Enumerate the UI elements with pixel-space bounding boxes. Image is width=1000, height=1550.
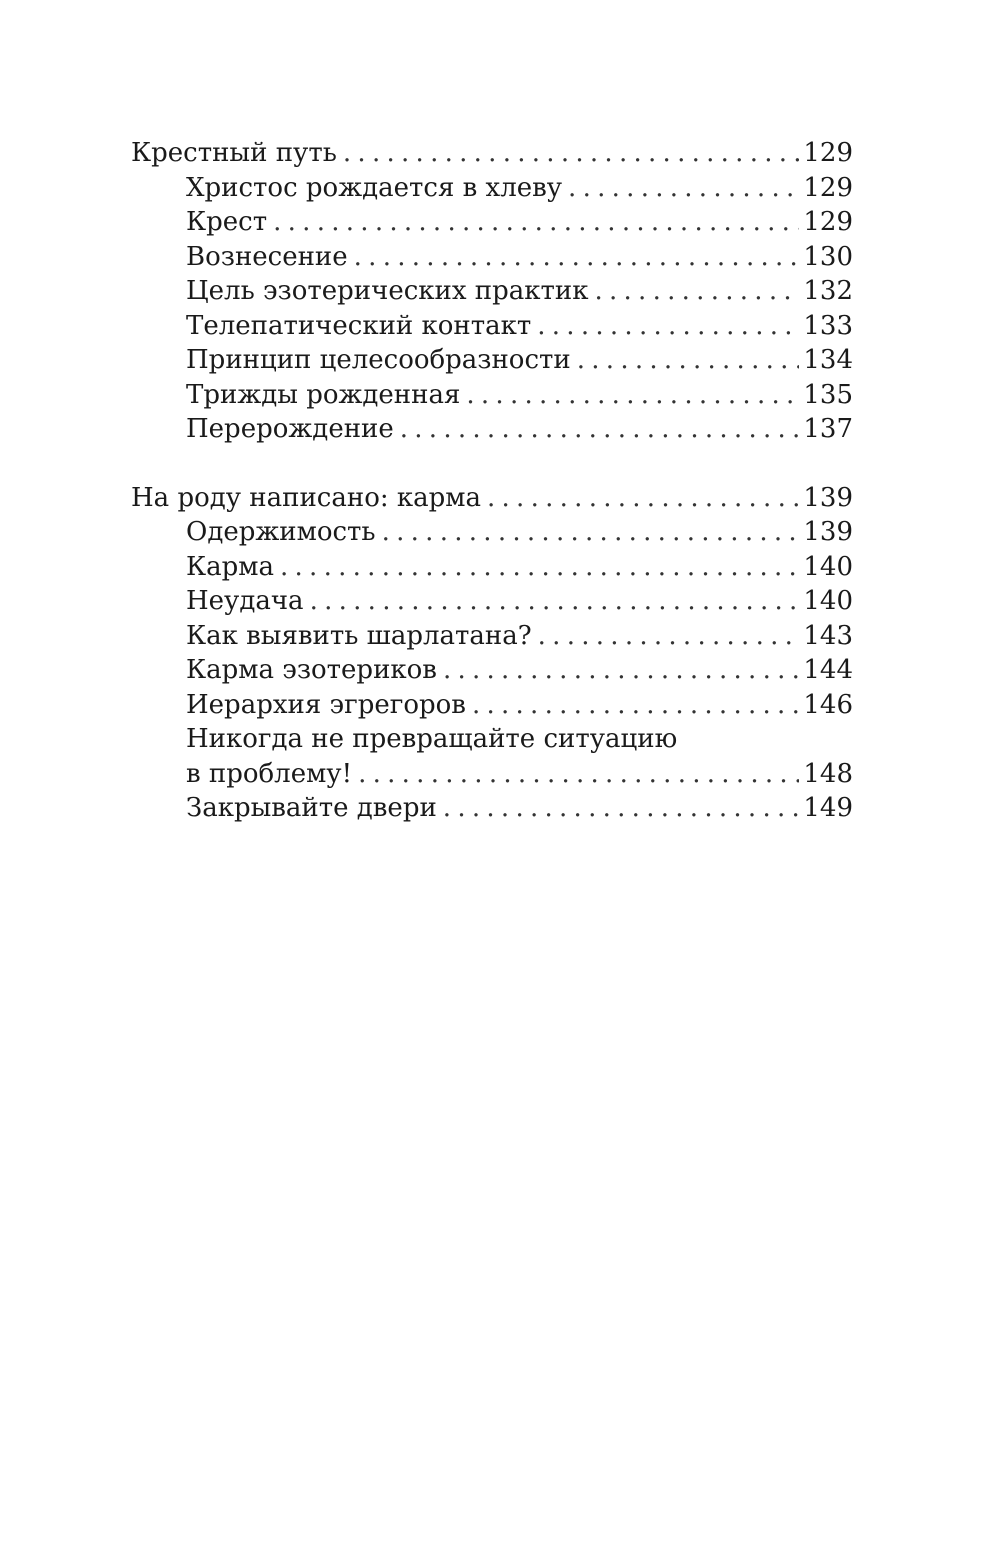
toc-entry-page: 143: [803, 620, 853, 651]
dot-leader: [273, 205, 799, 240]
toc-entry-page: 146: [803, 689, 853, 720]
toc-entry-title: Карма эзотериков: [186, 655, 437, 685]
toc-entry: [131, 412, 853, 447]
toc-entry-title: Крестный путь: [131, 138, 337, 168]
toc-entry-page: 139: [803, 482, 853, 513]
toc-entry-page: 139: [803, 517, 853, 547]
toc-entry-page: 144: [803, 655, 853, 685]
toc-section: [131, 136, 853, 447]
toc-entry: [131, 171, 853, 206]
dot-leader: [280, 550, 799, 585]
toc-entry-title: Крест: [186, 207, 268, 237]
toc-entry: [131, 688, 853, 723]
toc-entry-title: Вознесение: [186, 241, 348, 272]
toc-entry: [131, 584, 853, 619]
toc-entry: [131, 274, 853, 309]
toc-entry: [131, 791, 853, 826]
toc-entry-title: Неудача: [186, 586, 304, 616]
toc-entry-title: Принцип целесообразности: [186, 345, 571, 375]
dot-leader: [466, 378, 799, 413]
toc-section: [131, 481, 853, 826]
toc-entry-title: Одержимость: [186, 517, 376, 547]
dot-leader: [568, 171, 799, 206]
toc-entry: [131, 240, 853, 275]
toc-entry-title: Цель эзотерических практик: [186, 276, 589, 306]
toc-entry-title-line: [131, 722, 853, 757]
toc-entry-title: Трижды рожденная: [186, 379, 461, 410]
dot-leader: [577, 343, 800, 378]
toc-entry-title: Телепатический контакт: [186, 310, 532, 341]
toc-entry-title: На роду написано: карма: [131, 482, 481, 513]
dot-leader: [400, 412, 800, 447]
toc-entry: [131, 515, 853, 550]
toc-entry-page: 148: [803, 758, 853, 789]
toc-entry-page: 140: [803, 551, 853, 582]
toc-entry-title: Карма: [186, 551, 274, 582]
toc-entry-page: 149: [803, 793, 853, 823]
toc-entry-page: 130: [803, 241, 853, 272]
toc-entry-title: Перерождение: [186, 414, 394, 444]
toc-entry-page: 135: [803, 379, 853, 410]
dot-leader: [382, 515, 800, 550]
toc-entry-page: 134: [803, 345, 853, 375]
toc-entry-title: Закрывайте двери: [186, 793, 437, 823]
dot-leader: [358, 757, 799, 792]
dot-leader: [443, 653, 799, 688]
dot-leader: [472, 688, 799, 723]
dot-leader: [443, 791, 800, 826]
toc-entry-title: Никогда не превращайте ситуацию: [186, 724, 678, 754]
toc-entry: [131, 653, 853, 688]
toc-entry-page: 129: [803, 207, 853, 237]
toc-entry-page: 129: [803, 172, 853, 203]
dot-leader: [538, 619, 800, 654]
dot-leader: [354, 240, 800, 275]
toc-entry: [131, 619, 853, 654]
dot-leader: [343, 136, 799, 171]
toc-entry-page: 132: [803, 276, 853, 306]
toc-section-heading: [131, 481, 853, 516]
toc-entry-page: 140: [803, 586, 853, 616]
toc-section-heading: [131, 136, 853, 171]
toc-entry-title: Христос рождается в хлеву: [186, 172, 563, 203]
toc-entry-page: 129: [803, 138, 853, 168]
toc-entry-title: Как выявить шарлатана?: [186, 620, 532, 651]
dot-leader: [487, 481, 799, 516]
toc-entry: [131, 343, 853, 378]
dot-leader: [310, 584, 800, 619]
toc-entry: [131, 378, 853, 413]
dot-leader: [537, 309, 799, 344]
toc-entry: [131, 205, 853, 240]
toc-entry-page: 133: [803, 310, 853, 341]
toc-entry-title: Иерархия эгрегоров: [186, 689, 466, 720]
dot-leader: [594, 274, 799, 309]
toc-entry: [131, 757, 853, 792]
toc-entry: [131, 550, 853, 585]
toc-entry-page: 137: [803, 414, 853, 444]
table-of-contents: [131, 136, 853, 826]
toc-entry: [131, 309, 853, 344]
toc-entry-title-continued: в проблему!: [186, 758, 353, 789]
